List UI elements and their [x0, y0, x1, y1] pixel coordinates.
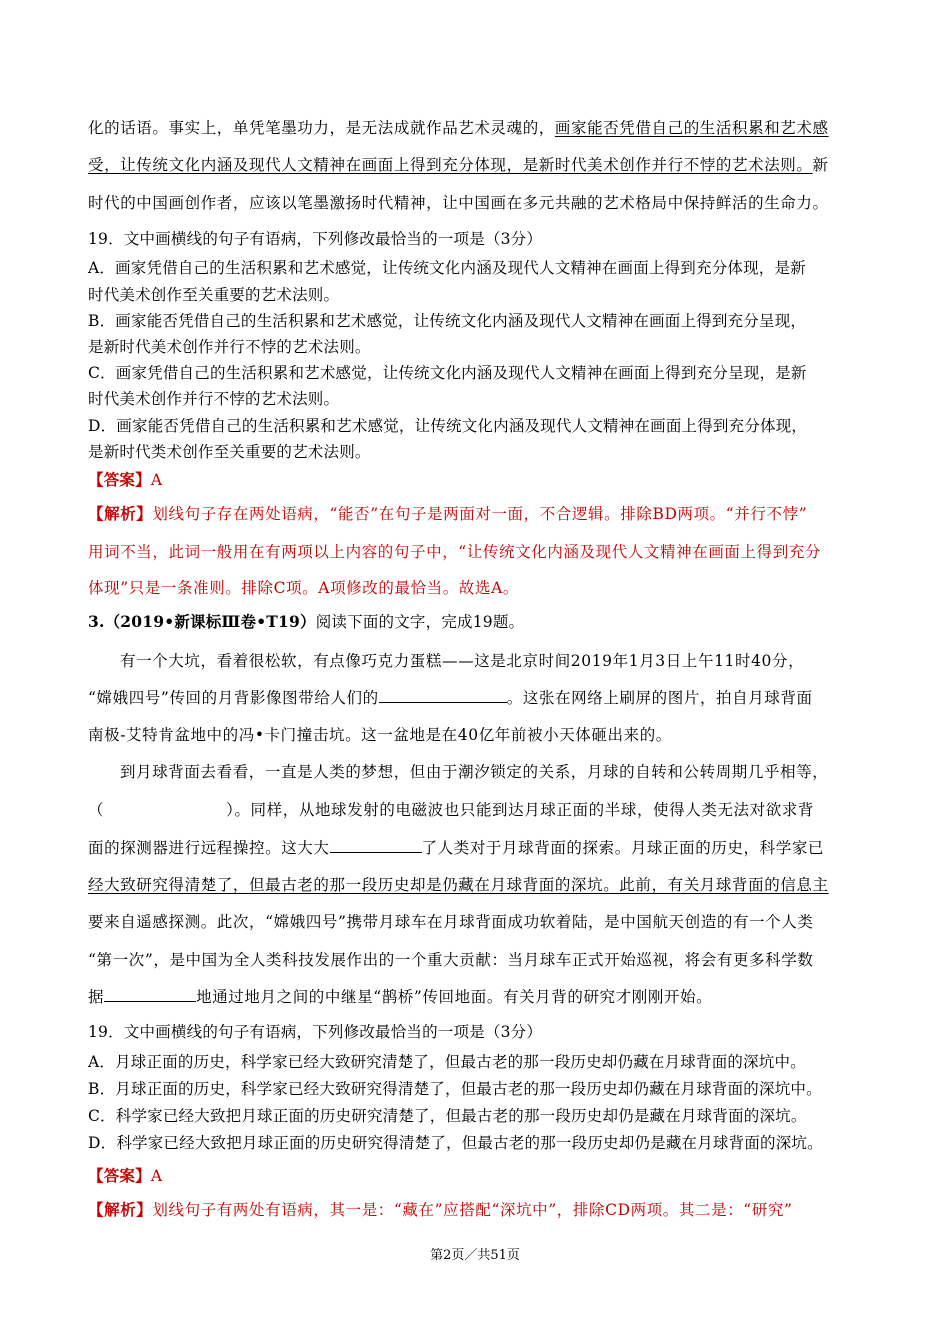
answer-value: A: [150, 1167, 163, 1185]
option-a-cont: 时代美术创作至关重要的艺术法则。: [88, 286, 340, 304]
question-stem: 19．文中画横线的句子有语病，下列修改最恰当的一项是（3分）: [88, 1023, 543, 1041]
option-c: C．画家凭借自己的生活积累和艺术感觉，让传统文化内涵及现代人文精神在画面上得到充分呈现，是新: [88, 364, 807, 382]
question-stem: 19．文中画横线的句子有语病，下列修改最恰当的一项是（3分）: [88, 230, 543, 248]
option-a: A．画家凭借自己的生活积累和艺术感觉，让传统文化内涵及现代人文精神在画面上得到充分体现，是新: [88, 259, 806, 277]
analysis-line: 【解析】划线句子存在两处语病，“能否”在句子是两面对一面，不合逻辑。排除BD两项。“并行不悖”: [88, 504, 808, 523]
passage-line: 南极-艾特肯盆地中的冯•卡门撞击坑。这一盆地是在40亿年前被小天体砸出来的。: [88, 726, 672, 744]
analysis-line: 【解析】划线句子有两处有语病，其一是：“藏在”应搭配“深坑中”，排除CD两项。其二是：“研究”: [88, 1200, 793, 1219]
analysis-tag: 【解析】: [88, 504, 153, 523]
passage-line: 时代的中国画创作者，应该以笔墨激扬时代精神，让中国画在多元共融的艺术格局中保持鲜活的生命力。: [88, 194, 829, 212]
underlined-sentence: 画家能否凭借自己的生活积累和艺术感: [554, 119, 829, 137]
passage-line: 化的话语。事实上，单凭笔墨功力，是无法成就作品艺术灵魂的，画家能否凭借自己的生活积累和艺术感: [88, 119, 829, 137]
option-d: D．画家能否凭借自己的生活积累和艺术感觉，让传统文化内涵及现代人文精神在画面上得到充分体现，: [88, 417, 808, 435]
answer-tag: 【答案】: [88, 1166, 151, 1185]
option-b-cont: 是新时代美术创作并行不悖的艺术法则。: [88, 338, 371, 356]
option-b: B．画家能否凭借自己的生活积累和艺术感觉，让传统文化内涵及现代人文精神在画面上得到充分呈现，: [88, 312, 807, 330]
fill-blank: [379, 688, 507, 703]
analysis-line: 用词不当，此词一般用在有两项以上内容的句子中，“让传统文化内涵及现代人文精神在画面上得到充分: [88, 543, 822, 561]
option-a: A．月球正面的历史，科学家已经大致研究清楚了，但最古老的那一段历史却仍藏在月球背面的深坑中。: [88, 1053, 806, 1071]
fill-blank: [330, 838, 422, 853]
answer-tag: 【答案】: [88, 470, 151, 489]
analysis-line: 体现”只是一条准则。排除C项。A项修改的最恰当。故选A。: [88, 579, 519, 597]
analysis-tag: 【解析】: [88, 1200, 153, 1219]
passage-line: 要来自遥感探测。此次，“嫦娥四号”携带月球车在月球背面成功软着陆，是中国航天创造的有一个人类: [88, 913, 814, 931]
passage-line: “嫦娥四号”传回的月背影像图带给人们的 。这张在网络上刷屏的图片，拍自月球背面: [88, 689, 813, 707]
answer-line: [88, 1165, 868, 1187]
passage-line: 受，让传统文化内涵及现代人文精神在画面上得到充分体现，是新时代美术创作并行不悖的艺术法则。新: [88, 156, 829, 174]
passage-line: 据 地通过地月之间的中继星“鹊桥”传回地面。有关月背的研究才刚刚开始。: [88, 988, 713, 1006]
option-c: C．科学家已经大致把月球正面的历史研究清楚了，但最古老的那一段历史却仍是藏在月球背面的深坑。: [88, 1107, 807, 1125]
underlined-sentence: 经大致研究得清楚了，但最古老的那一段历史却是仍藏在月球背面的深坑。此前，有关月球背面的信息主: [88, 876, 829, 894]
option-b: B．月球正面的历史，科学家已经大致研究得清楚了，但最古老的那一段历史却仍藏在月球背面的深坑中。: [88, 1080, 822, 1098]
answer-value: A: [150, 471, 163, 489]
underlined-sentence: 受，让传统文化内涵及现代人文精神在画面上得到充分体现，是新时代美术创作并行不悖的艺术法则。: [88, 156, 813, 174]
passage-line: 到月球背面去看看，一直是人类的梦想，但由于潮汐锁定的关系，月球的自转和公转周期几乎相等，: [120, 763, 829, 781]
option-c-cont: 时代美术创作并行不悖的艺术法则。: [88, 390, 340, 408]
page-footer: 第2页／共51页: [430, 1248, 520, 1263]
fill-blank: [104, 987, 196, 1002]
passage-line: “第一次”，是中国为全人类科技发展作出的一个重大贡献：当月球车正式开始巡视，将会有更多科学数: [88, 951, 814, 969]
passage-line: 面的探测器进行远程操控。这大大 了人类对于月球背面的探索。月球正面的历史，科学家已: [88, 839, 825, 857]
option-d: D．科学家已经大致把月球正面的历史研究得清楚了，但最古老的那一段历史却仍是藏在月球背面的深坑。: [88, 1134, 823, 1152]
option-d-cont: 是新时代类术创作至关重要的艺术法则。: [88, 443, 371, 461]
passage-line: （ ）。同样，从地球发射的电磁波也只能到达月球正面的半球，使得人类无法对欲求背: [88, 801, 815, 819]
answer-line: [88, 469, 868, 491]
passage-line: [88, 874, 868, 896]
passage-line: 有一个大坑，看着很松软，有点像巧克力蛋糕——这是北京时间2019年1月3日上午11时40分，: [120, 652, 805, 670]
section-heading: 3.（2019•新课标Ⅲ卷•T19）阅读下面的文字，完成19题。: [88, 612, 525, 631]
